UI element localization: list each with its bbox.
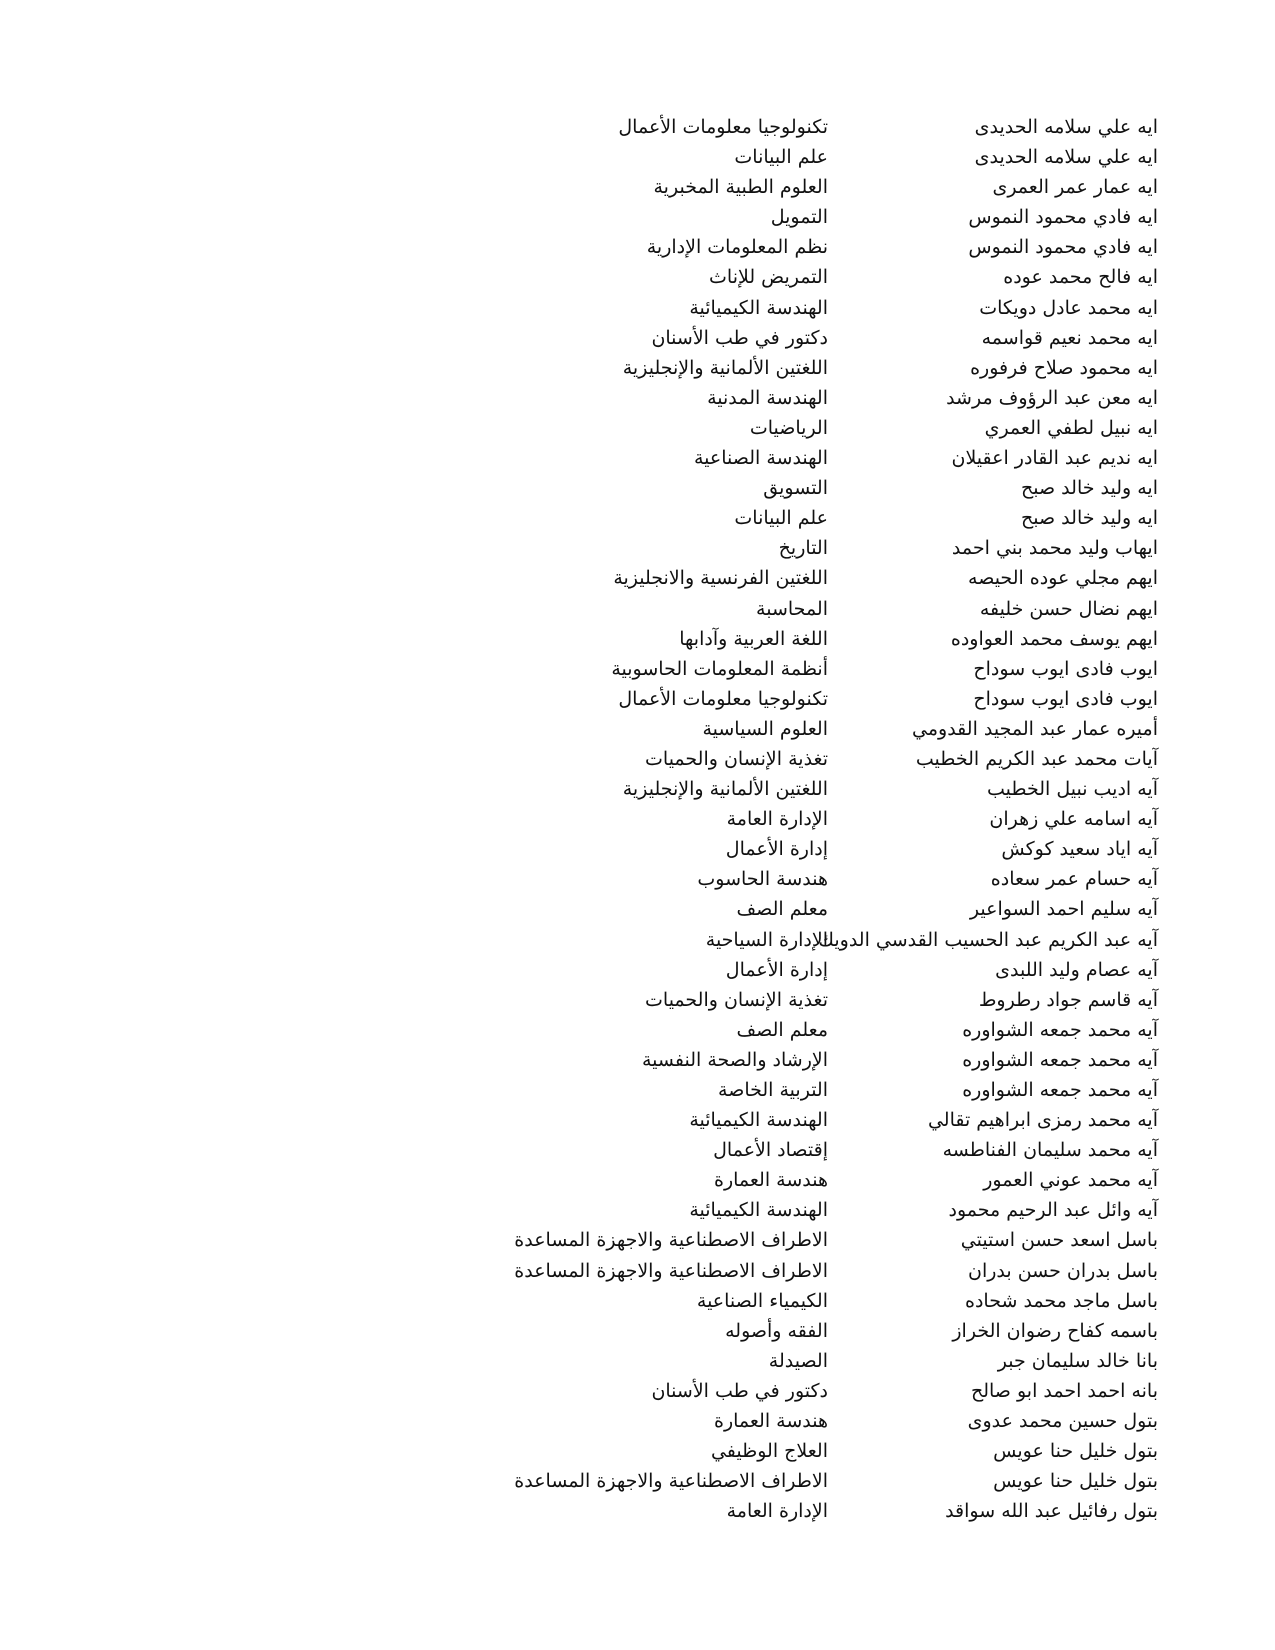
student-major: التمريض للإناث	[709, 266, 828, 289]
student-major: معلم الصف	[736, 898, 828, 921]
student-name: باسل اسعد حسن استيتي	[960, 1229, 1158, 1252]
student-name: بانه احمد احمد ابو صالح	[970, 1379, 1158, 1402]
list-item	[0, 353, 1275, 383]
student-name: آيه عصام وليد اللبدى	[995, 958, 1158, 981]
student-name: ايه نبيل لطفي العمري	[984, 416, 1158, 439]
list-item	[0, 894, 1275, 924]
student-name: آيه محمد جمعه الشواوره	[962, 1048, 1158, 1071]
list-item	[0, 1376, 1275, 1406]
list-item	[0, 985, 1275, 1015]
list-item	[0, 1496, 1275, 1526]
student-name: آيه عبد الكريم عبد الحسيب القدسي الدويك	[818, 928, 1158, 951]
student-major: نظم المعلومات الإدارية	[646, 236, 828, 259]
student-name: آيه حسام عمر سعاده	[990, 868, 1158, 891]
list-item	[0, 1406, 1275, 1436]
list-item	[0, 1135, 1275, 1165]
list-item	[0, 834, 1275, 864]
student-name: ايه فادي محمود النموس	[968, 236, 1158, 259]
list-item	[0, 503, 1275, 533]
student-major: علم البيانات	[734, 146, 828, 169]
student-name: أميره عمار عبد المجيد القدومي	[912, 717, 1158, 740]
student-major: دكتور في طب الأسنان	[651, 326, 828, 349]
student-major: أنظمة المعلومات الحاسوبية	[611, 657, 828, 680]
student-name: ايه وليد خالد صبح	[1021, 477, 1158, 500]
student-name: ايهم نضال حسن خليفه	[979, 597, 1158, 620]
list-item	[0, 172, 1275, 202]
student-major: الهندسة الكيميائية	[689, 1199, 828, 1222]
student-name: ايه محمد نعيم قواسمه	[981, 326, 1158, 349]
student-name: ايه وليد خالد صبح	[1021, 507, 1158, 530]
student-major: اللغة العربية وآدابها	[679, 627, 828, 650]
student-major: الإدارة السياحية	[705, 928, 828, 951]
list-item	[0, 142, 1275, 172]
student-name: بتول رفائيل عبد الله سواقد	[945, 1500, 1158, 1523]
list-item	[0, 473, 1275, 503]
list-item	[0, 1045, 1275, 1075]
student-name: آيه محمد جمعه الشواوره	[962, 1018, 1158, 1041]
list-item	[0, 1256, 1275, 1286]
student-major: العلاج الوظيفي	[710, 1440, 828, 1463]
list-item	[0, 1346, 1275, 1376]
student-name: بتول حسين محمد عدوى	[967, 1410, 1158, 1433]
student-major: اللغتين الألمانية والإنجليزية	[622, 778, 828, 801]
student-major: دكتور في طب الأسنان	[651, 1379, 828, 1402]
list-item	[0, 1075, 1275, 1105]
student-name: ايه محمود صلاح فرفوره	[970, 356, 1158, 379]
student-major: تغذية الإنسان والحميات	[645, 747, 828, 770]
list-item	[0, 1466, 1275, 1496]
student-major: الاطراف الاصطناعية والاجهزة المساعدة	[514, 1470, 828, 1493]
student-name: آيات محمد عبد الكريم الخطيب	[915, 747, 1158, 770]
student-major: هندسة الحاسوب	[697, 868, 828, 891]
student-name: بتول خليل حنا عويس	[993, 1470, 1158, 1493]
student-name: ايه عمار عمر العمرى	[992, 176, 1158, 199]
student-name: آيه اياد سعيد كوكش	[1001, 838, 1158, 861]
student-name: ايه علي سلامه الحديدى	[974, 116, 1158, 138]
list-item	[0, 1286, 1275, 1316]
student-name: ايه فالح محمد عوده	[1003, 266, 1158, 289]
list-item	[0, 1316, 1275, 1346]
list-item	[0, 624, 1275, 654]
student-name: ايه محمد عادل دويكات	[979, 296, 1158, 319]
student-name: ايه علي سلامه الحديدى	[974, 146, 1158, 169]
list-item	[0, 112, 1275, 142]
list-item	[0, 684, 1275, 714]
student-major: الاطراف الاصطناعية والاجهزة المساعدة	[514, 1259, 828, 1282]
student-major: هندسة العمارة	[713, 1410, 828, 1433]
student-major: علم البيانات	[734, 507, 828, 530]
list-item	[0, 654, 1275, 684]
student-name: ايه نديم عبد القادر اعقيلان	[951, 447, 1158, 470]
student-major: التاريخ	[778, 537, 828, 560]
student-major: الإدارة العامة	[726, 808, 828, 831]
student-major: اللغتين الألمانية والإنجليزية	[622, 356, 828, 379]
student-name: آيه اديب نبيل الخطيب	[986, 778, 1158, 801]
student-name: آيه محمد رمزى ابراهيم تقالي	[927, 1109, 1158, 1132]
student-major: هندسة العمارة	[713, 1169, 828, 1192]
student-name: آيه اسامه علي زهران	[989, 808, 1158, 831]
student-name: باسل بدران حسن بدران	[968, 1259, 1158, 1282]
student-name: آيه وائل عبد الرحيم محمود	[948, 1199, 1158, 1222]
student-major: الصيدلة	[768, 1349, 828, 1372]
student-major: إقتصاد الأعمال	[713, 1139, 828, 1162]
student-major: الاطراف الاصطناعية والاجهزة المساعدة	[514, 1229, 828, 1252]
student-name: ايوب فادى ايوب سوداح	[973, 687, 1158, 710]
student-major: التربية الخاصة	[718, 1079, 828, 1101]
student-name: ايهم مجلي عوده الحيصه	[968, 567, 1158, 590]
student-major: الهندسة الكيميائية	[689, 1109, 828, 1132]
student-major: الهندسة الصناعية	[693, 447, 828, 470]
student-major: الإدارة العامة	[726, 1500, 828, 1523]
student-major: المحاسبة	[756, 597, 828, 620]
list-item	[0, 594, 1275, 624]
student-name: ايهاب وليد محمد بني احمد	[951, 537, 1158, 560]
student-name: باسل ماجد محمد شحاده	[965, 1289, 1158, 1312]
list-item	[0, 1165, 1275, 1195]
student-major: معلم الصف	[736, 1018, 828, 1041]
list-item	[0, 1436, 1275, 1466]
student-major: اللغتين الفرنسية والانجليزية	[613, 567, 828, 590]
student-name: بانا خالد سليمان جبر	[997, 1349, 1158, 1372]
student-major: إدارة الأعمال	[725, 958, 828, 981]
student-major: الإرشاد والصحة النفسية	[642, 1048, 828, 1071]
student-name: آيه محمد عوني العمور	[983, 1169, 1158, 1192]
student-name: باسمه كفاح رضوان الخراز	[952, 1319, 1158, 1342]
list-item	[0, 804, 1275, 834]
list-item	[0, 1195, 1275, 1225]
student-name: ايه فادي محمود النموس	[968, 206, 1158, 229]
student-name: ايوب فادى ايوب سوداح	[973, 657, 1158, 680]
student-major: تكنولوجيا معلومات الأعمال	[618, 116, 828, 138]
list-item	[0, 383, 1275, 413]
student-major: تكنولوجيا معلومات الأعمال	[618, 687, 828, 710]
student-name: آيه محمد جمعه الشواوره	[962, 1079, 1158, 1101]
list-item	[0, 232, 1275, 262]
list-item	[0, 262, 1275, 292]
list-item	[0, 563, 1275, 593]
student-major: إدارة الأعمال	[725, 838, 828, 861]
list-item	[0, 202, 1275, 232]
list-item	[0, 925, 1275, 955]
list-item	[0, 744, 1275, 774]
student-major: الهندسة الكيميائية	[689, 296, 828, 319]
student-major: العلوم الطبية المخبرية	[653, 176, 828, 199]
list-item	[0, 1105, 1275, 1135]
list-item	[0, 714, 1275, 744]
student-name: ايه معن عبد الرؤوف مرشد	[946, 386, 1158, 409]
student-major: الرياضيات	[749, 416, 828, 439]
student-name: ايهم يوسف محمد العواوده	[950, 627, 1158, 650]
student-major: الهندسة المدنية	[707, 386, 828, 409]
student-major: العلوم السياسية	[702, 717, 828, 740]
student-list	[0, 112, 1275, 1526]
list-item	[0, 1015, 1275, 1045]
student-major: التمويل	[770, 206, 828, 229]
list-item	[0, 1225, 1275, 1255]
list-item	[0, 864, 1275, 894]
student-name: آيه محمد سليمان الفناطسه	[942, 1139, 1158, 1162]
list-item	[0, 293, 1275, 323]
student-name: آيه سليم احمد السواعير	[969, 898, 1158, 921]
student-major: الفقه وأصوله	[725, 1319, 828, 1342]
student-name: آيه قاسم جواد رطروط	[978, 988, 1158, 1011]
student-name: بتول خليل حنا عويس	[993, 1440, 1158, 1463]
student-major: التسويق	[763, 477, 828, 500]
list-item	[0, 413, 1275, 443]
list-item	[0, 955, 1275, 985]
list-item	[0, 443, 1275, 473]
list-item	[0, 323, 1275, 353]
list-item	[0, 533, 1275, 563]
student-major: تغذية الإنسان والحميات	[645, 988, 828, 1011]
list-item	[0, 774, 1275, 804]
student-major: الكيمياء الصناعية	[696, 1289, 828, 1312]
